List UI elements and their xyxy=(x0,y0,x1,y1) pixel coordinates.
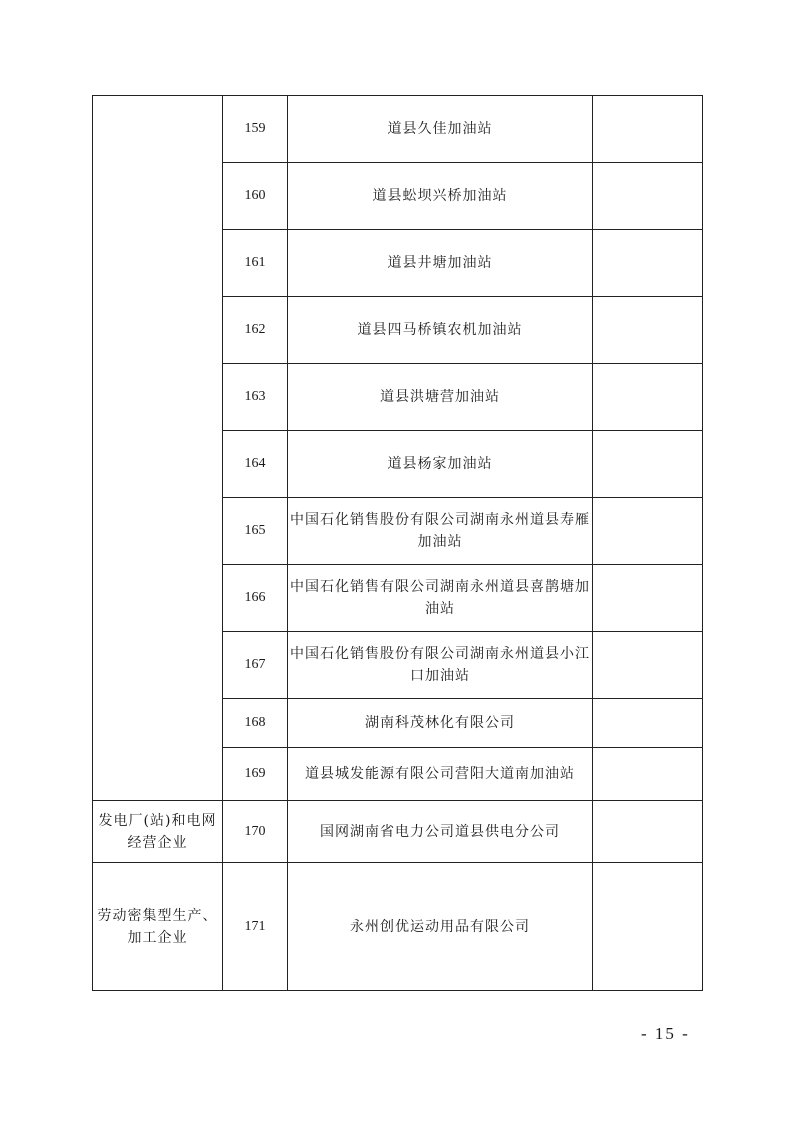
page-number: - 15 - xyxy=(641,1024,690,1043)
enterprise-name: 永州创优运动用品有限公司 xyxy=(288,863,593,991)
category-labor-intensive: 劳动密集型生产、加工企业 xyxy=(93,863,223,991)
enterprise-name: 道县蚣坝兴桥加油站 xyxy=(288,163,593,230)
category-cell-empty xyxy=(93,96,223,801)
row-number: 159 xyxy=(223,96,288,163)
note-cell xyxy=(593,632,703,699)
row-number: 163 xyxy=(223,364,288,431)
enterprise-name: 道县久佳加油站 xyxy=(288,96,593,163)
note-cell xyxy=(593,96,703,163)
note-cell xyxy=(593,230,703,297)
enterprise-name: 中国石化销售股份有限公司湖南永州道县寿雁加油站 xyxy=(288,498,593,565)
row-number: 167 xyxy=(223,632,288,699)
note-cell xyxy=(593,801,703,863)
table-row xyxy=(93,801,703,863)
row-number: 166 xyxy=(223,565,288,632)
note-cell xyxy=(593,297,703,364)
enterprise-name: 道县城发能源有限公司营阳大道南加油站 xyxy=(288,748,593,801)
enterprise-name: 道县四马桥镇农机加油站 xyxy=(288,297,593,364)
row-number: 162 xyxy=(223,297,288,364)
enterprise-name: 道县杨家加油站 xyxy=(288,431,593,498)
note-cell xyxy=(593,498,703,565)
enterprise-table xyxy=(92,95,703,991)
enterprise-name: 道县井塘加油站 xyxy=(288,230,593,297)
row-number: 169 xyxy=(223,748,288,801)
note-cell xyxy=(593,565,703,632)
note-cell xyxy=(593,863,703,991)
enterprise-name: 道县洪塘营加油站 xyxy=(288,364,593,431)
row-number: 164 xyxy=(223,431,288,498)
enterprise-name: 中国石化销售有限公司湖南永州道县喜鹊塘加油站 xyxy=(288,565,593,632)
note-cell xyxy=(593,748,703,801)
row-number: 165 xyxy=(223,498,288,565)
enterprise-name: 湖南科茂林化有限公司 xyxy=(288,699,593,748)
note-cell xyxy=(593,431,703,498)
row-number: 168 xyxy=(223,699,288,748)
table-row xyxy=(93,863,703,991)
table-row xyxy=(93,96,703,163)
row-number: 170 xyxy=(223,801,288,863)
row-number: 171 xyxy=(223,863,288,991)
note-cell xyxy=(593,364,703,431)
row-number: 161 xyxy=(223,230,288,297)
enterprise-name: 中国石化销售股份有限公司湖南永州道县小江口加油站 xyxy=(288,632,593,699)
enterprise-name: 国网湖南省电力公司道县供电分公司 xyxy=(288,801,593,863)
note-cell xyxy=(593,699,703,748)
category-power-grid: 发电厂(站)和电网经营企业 xyxy=(93,801,223,863)
row-number: 160 xyxy=(223,163,288,230)
note-cell xyxy=(593,163,703,230)
